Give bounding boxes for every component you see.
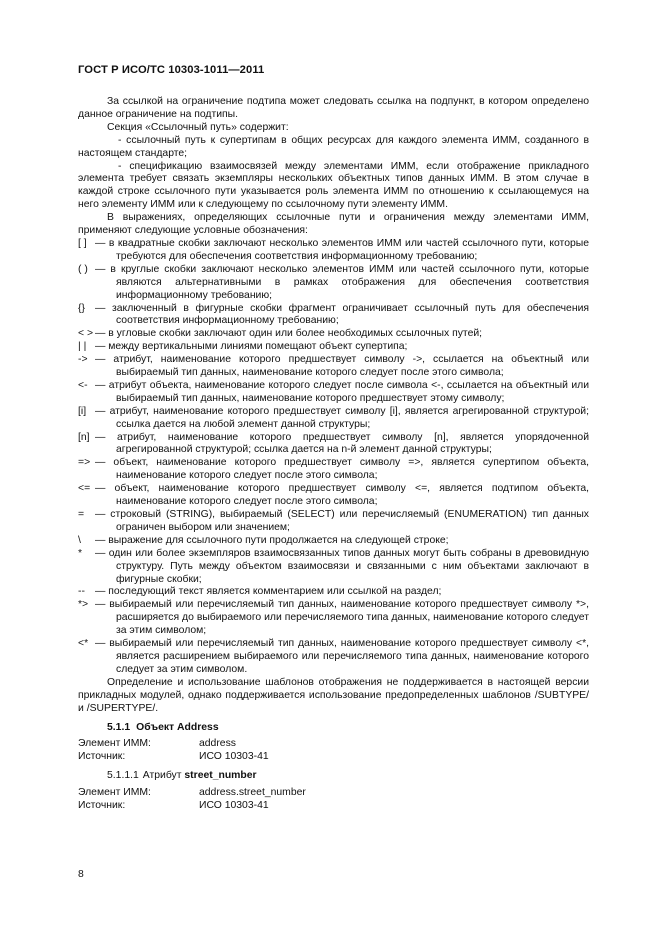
notation-description: — в квадратные скобки заключают несколько элементов ИММ или частей ссылочного пути, которые требуются для обеспечения соответствия информационному требованию; [95, 237, 589, 262]
meta-value: ИСО 10303-41 [199, 751, 269, 763]
subsection-number: 5.1.1.1 [107, 770, 139, 782]
list-item: - ссылочный путь к супертипам в общих ресурсах для каждого элемента ИММ, созданного в настоящем стандарте; [78, 134, 589, 159]
notation-description: — атрибут, наименование которого предшествует символу [i], является агрегированной структурой; ссылка дается на любой элемент данной структуры; [95, 405, 589, 430]
notation-item [78, 586, 589, 599]
notation-item [78, 264, 589, 303]
notation-symbol: * [78, 547, 83, 559]
notation-description: — строковый (STRING), выбираемый (SELECT) или перечисляемый (ENUMERATION) тип данных ограничен выбором или значением; [95, 509, 589, 533]
meta-value: address [199, 738, 236, 750]
notation-item [78, 548, 589, 587]
notation-item [78, 599, 589, 638]
notation-item [78, 432, 589, 458]
notation-item [78, 380, 589, 406]
notation-description: — в угловые скобки заключают один или более необходимых ссылочных путей; [95, 328, 483, 340]
notation-item [78, 535, 589, 548]
notation-symbol: <= [78, 483, 91, 495]
section-title: Объект Address [136, 721, 219, 733]
notation-symbol: {} [78, 302, 85, 314]
notation-symbol: | | [78, 341, 87, 353]
subsection-meta [78, 787, 589, 813]
meta-value: ИСО 10303-41 [199, 800, 269, 812]
notation-description: — один или более экземпляров взаимосвязанных типов данных могут быть собраны в древовидную структуру. Путь между объектом взаимосвязи и связанными с ним объектами заключают в фигурные скобки; [95, 547, 589, 585]
meta-label: Элемент ИММ: [78, 787, 151, 799]
notation-item [78, 303, 589, 329]
meta-label: Источник: [78, 751, 126, 763]
notation-symbol: ( ) [78, 263, 88, 275]
notation-symbol: -> [78, 354, 88, 366]
page-header: ГОСТ Р ИСО/ТС 10303-1011—2011 [78, 64, 265, 76]
notation-symbol: [ ] [78, 237, 87, 249]
notation-symbol: <* [78, 638, 89, 650]
subsection-heading [78, 770, 589, 783]
meta-row [78, 738, 589, 751]
notation-item [78, 638, 589, 677]
notation-item [78, 354, 589, 380]
notation-symbol: [n] [78, 431, 90, 443]
notation-symbol: \ [78, 534, 81, 546]
notation-item [78, 509, 589, 535]
notation-symbol: -- [78, 586, 85, 598]
subsection-attribute: street_number [184, 770, 257, 782]
meta-value: address.street_number [199, 787, 306, 799]
meta-row [78, 787, 589, 800]
notation-item [78, 238, 589, 264]
notation-item [78, 328, 589, 341]
notation-symbol: <- [78, 379, 88, 391]
section-heading [78, 722, 589, 735]
notation-item [78, 341, 589, 354]
notation-list [78, 238, 589, 677]
paragraph-mapping-templates: Определение и использование шаблонов отображения не поддерживается в настоящей версии прикладных модулей, однако поддерживается использование предопределенных шаблонов /SUBTYPE/ и /SUPERTYPE/. [78, 676, 589, 714]
paragraph-notation-intro: В выражениях, определяющих ссылочные пути и ограничения между элементами ИММ, применяют следующие условные обозначения: [78, 212, 589, 237]
notation-description: — объект, наименование которого предшествует символу <=, является подтипом объекта, наименование которого следует после этого символа; [95, 483, 589, 508]
subsection-prefix: Атрибут [142, 770, 182, 782]
meta-label: Элемент ИММ: [78, 738, 151, 750]
notation-symbol: < > [78, 328, 94, 340]
notation-symbol: *> [78, 599, 89, 611]
notation-description: — выбираемый или перечисляемый тип данных, наименование которого предшествует символу *>, расширяется до выбираемого или перечисляемого типа данных, наименование которого следует за этим символом; [95, 599, 589, 637]
notation-description: — выражение для ссылочного пути продолжается на следующей строке; [95, 534, 449, 546]
notation-description: — выбираемый или перечисляемый тип данных, наименование которого предшествует символу <*, является расширением выбираемого или перечисляемого типа данных, наименование которого следует за этим символом. [95, 638, 589, 675]
paragraph-reference-path-section: Секция «Ссылочный путь» содержит: [107, 121, 289, 133]
paragraph-subtype-reference: За ссылкой на ограничение подтипа может следовать ссылка на подпункт, в котором определено данное ограничение на подтипы. [78, 96, 589, 120]
notation-symbol: [i] [78, 405, 87, 417]
notation-description: — атрибут, наименование которого предшествует символу ->, ссылается на объектный или выбираемый тип данных, наименование которого следует после этого символа; [95, 354, 589, 379]
list-item: - спецификацию взаимосвязей между элементами ИММ, если отображение прикладного элемента требует связать экземпляры нескольких объектных типов данных ИММ. В этом случае в каждой строке ссылочного пути указывается роль элемента ИММ по отношению к ссылающемуся на него элементу ИММ или к следующему по ссылочному пути элементу ИММ. [78, 160, 589, 211]
meta-label: Источник: [78, 800, 126, 812]
page-number: 8 [78, 869, 84, 880]
notation-description: — объект, наименование которого предшествует символу =>, является супертипом объекта, наименование которого следует после этого символа; [95, 457, 589, 482]
section-meta [78, 738, 589, 764]
notation-symbol: => [78, 457, 91, 469]
notation-item [78, 406, 589, 432]
notation-description: — заключенный в фигурные скобки фрагмент ограничивает ссылочный путь для обеспечения соответствия информационному требованию; [95, 302, 589, 327]
meta-row [78, 751, 589, 764]
notation-symbol: = [78, 509, 85, 520]
section-number: 5.1.1 [107, 721, 131, 733]
document-body [78, 96, 589, 813]
notation-item [78, 483, 589, 509]
notation-description: — атрибут объекта, наименование которого следует после символа <-, ссылается на объектный или выбираемый тип данных, наименование которого предшествует этому символу; [95, 379, 589, 404]
notation-description: — атрибут, наименование которого предшествует символу [n], является упорядоченной агрегированной структурой; ссылка дается на n-й элемент данной структуры; [95, 431, 589, 456]
notation-item [78, 457, 589, 483]
notation-description: — в круглые скобки заключают несколько элементов ИММ или частей ссылочного пути, которые являются альтернативными в рамках отображения для обеспечения соответствия информационному требованию; [95, 263, 589, 301]
notation-description: — последующий текст является комментарием или ссылкой на раздел; [95, 586, 442, 598]
meta-row [78, 800, 589, 813]
notation-description: — между вертикальными линиями помещают объект супертипа; [95, 341, 408, 353]
